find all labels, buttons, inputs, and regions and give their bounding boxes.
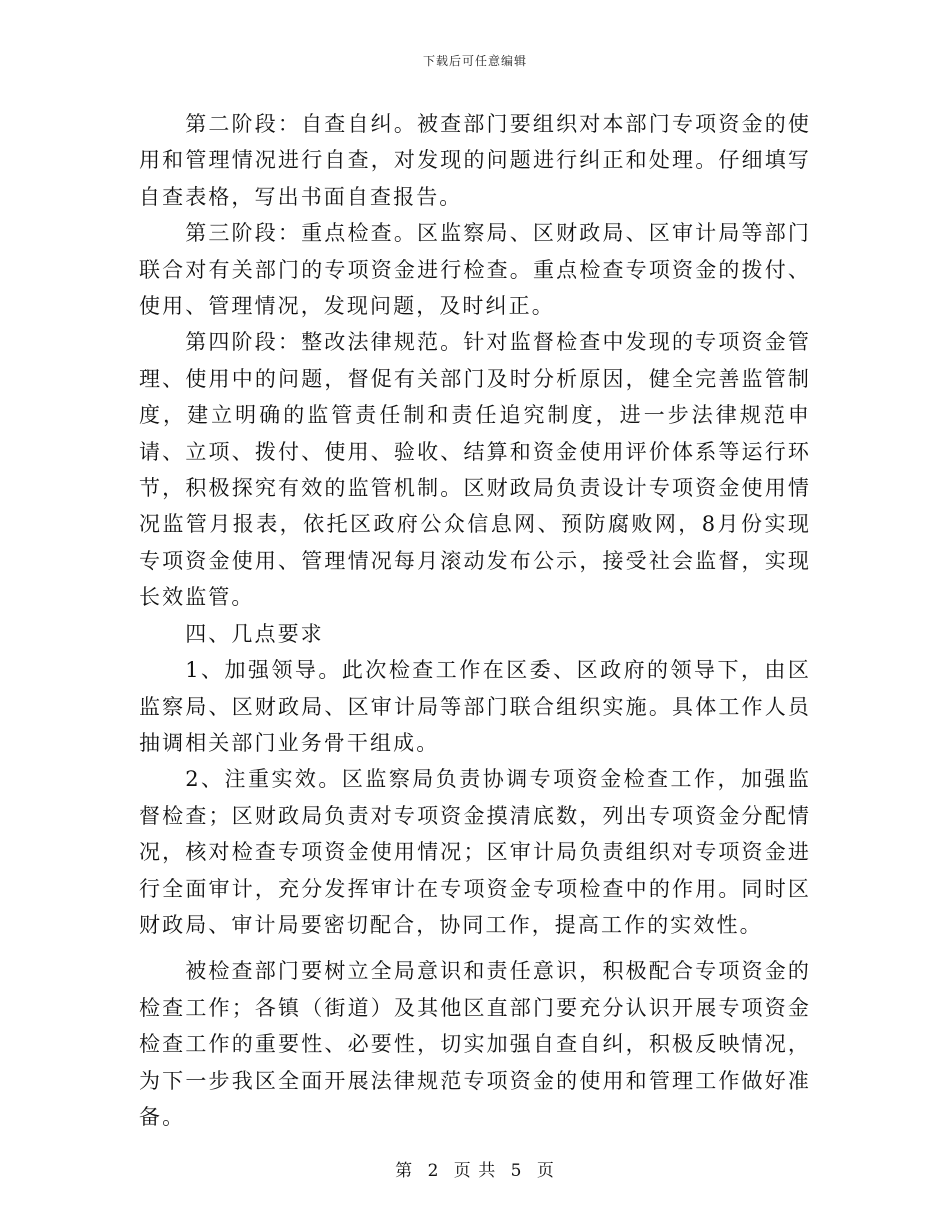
- footer-suffix: 页: [536, 1161, 555, 1181]
- footer-prefix: 第: [395, 1161, 414, 1181]
- footer-page-number: 2: [427, 1161, 440, 1181]
- document-body: [139, 106, 811, 1135]
- footer-middle: 页 共: [453, 1161, 497, 1181]
- paragraph-stage-three: 第三阶段：重点检查。区监察局、区财政局、区审计局等部门联合对有关部门的专项资金进行检查。重点检查专项资金的拨付、使用、管理情况，发现问题，及时纠正。: [139, 221, 811, 319]
- footer-total-pages: 5: [510, 1161, 523, 1181]
- paragraph-stage-two: 第二阶段：自查自纠。被查部门要组织对本部门专项资金的使用和管理情况进行自查，对发现的问题进行纠正和处理。仔细填写自查表格，写出书面自查报告。: [139, 112, 811, 209]
- paragraph-closing: 被检查部门要树立全局意识和责任意识，积极配合专项资金的检查工作；各镇（街道）及其他区直部门要充分认识开展专项资金检查工作的重要性、必要性，切实加强自查自纠，积极反映情况，为下一步我区全面开展法律规范专项资金的使用和管理工作做好准备。: [139, 959, 811, 1129]
- paragraph-stage-four: 第四阶段：整改法律规范。针对监督检查中发现的专项资金管理、使用中的问题，督促有关部门及时分析原因，健全完善监管制度，建立明确的监管责任制和责任追究制度，进一步法律规范申请、立项、拨付、使用、验收、结算和资金使用评价体系等运行环节，积极探究有效的监管机制。区财政局负责设计专项资金使用情况监管月报表，依托区政府公众信息网、预防腐败网，8月份实现专项资金使用、管理情况每月滚动发布公示，接受社会监督，实现长效监管。: [139, 330, 811, 610]
- section-heading-requirements: 四、几点要求: [185, 621, 324, 646]
- paragraph-requirement-1: 1、加强领导。此次检查工作在区委、区政府的领导下，由区监察局、区财政局、区审计局等部门联合组织实施。具体工作人员抽调相关部门业务骨干组成。: [139, 658, 811, 755]
- page-footer: [0, 1156, 950, 1181]
- paragraph-requirement-2: 2、注重实效。区监察局负责协调专项资金检查工作，加强监督检查；区财政局负责对专项资金摸清底数，列出专项资金分配情况，核对检查专项资金使用情况；区审计局负责组织对专项资金进行全面审计，充分发挥审计在专项资金专项检查中的作用。同时区财政局、审计局要密切配合，协同工作，提高工作的实效性。: [139, 767, 811, 937]
- page-header: 下载后可任意编辑: [422, 54, 527, 68]
